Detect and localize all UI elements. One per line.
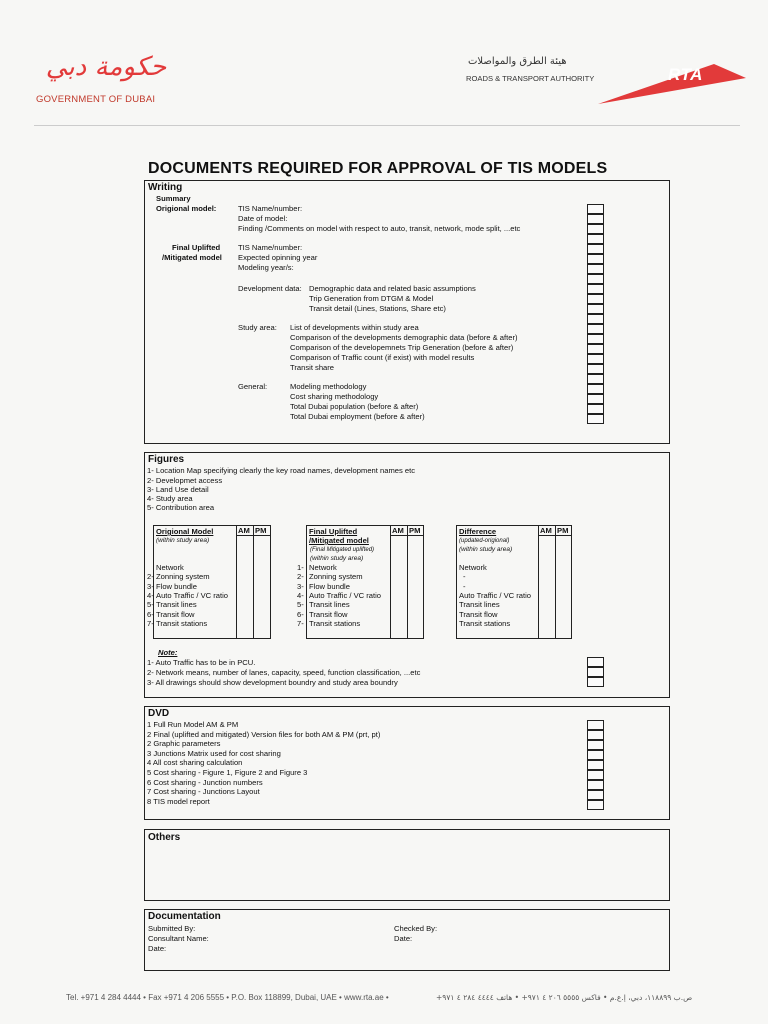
study-item: Comparison of Traffic count (if exist) with model results	[290, 353, 475, 362]
table1-row: Transit stations	[156, 618, 208, 628]
table1-row: Zonning system	[156, 572, 210, 582]
table2-title: /Mitigated model	[309, 536, 369, 545]
dvd-heading: DVD	[148, 708, 170, 719]
writing-checkbox[interactable]	[587, 384, 604, 394]
others-heading: Others	[148, 832, 181, 843]
table3-sub: (updated-origional)	[459, 538, 510, 544]
table1-row-number: 5-	[147, 600, 154, 610]
table-divider	[538, 525, 539, 639]
dev-item: Demographic data and related basic assumptions	[309, 284, 476, 293]
table3-title: Difference	[459, 527, 497, 536]
dvd-checkbox[interactable]	[587, 720, 604, 730]
table2-am: AM	[392, 526, 404, 535]
dvd-checkbox[interactable]	[587, 730, 604, 740]
table1-am: AM	[238, 526, 250, 535]
general-label: General:	[238, 382, 268, 391]
table2-row: Transit lines	[309, 600, 350, 610]
figures-checkbox[interactable]	[587, 657, 604, 667]
writing-checkbox[interactable]	[587, 324, 604, 334]
figure-item: 4- Study area	[147, 494, 193, 503]
note-item: 3- All drawings should show development boundry and study area boundry	[147, 678, 398, 687]
table2-row: Transit flow	[309, 609, 348, 619]
writing-checkbox[interactable]	[587, 214, 604, 224]
writing-checkbox[interactable]	[587, 224, 604, 234]
general-item: Cost sharing methodology	[290, 392, 379, 401]
documentation-heading: Documentation	[148, 911, 221, 922]
table1-row-number: 6-	[147, 609, 154, 619]
table3-row: -	[463, 581, 466, 591]
table-divider	[253, 525, 254, 639]
table1-title: Origional Model	[156, 527, 214, 536]
table3-am: AM	[540, 526, 552, 535]
figure-item: 3- Land Use detail	[147, 485, 209, 494]
table3-sub: (within study area)	[459, 546, 513, 553]
table2-row: Network	[309, 563, 337, 572]
general-item: Modeling methodology	[290, 382, 367, 391]
table1-row-number: 2-	[147, 572, 154, 582]
writing-checkbox[interactable]	[587, 254, 604, 264]
table1-row: Flow bundle	[156, 581, 197, 591]
table1-pm: PM	[255, 526, 267, 535]
dubai-logo-arabic: حكومة دبي	[45, 52, 167, 82]
writing-summary: Summary	[156, 194, 191, 203]
consultant-name-label: Consultant Name:	[148, 934, 209, 943]
writing-checkbox[interactable]	[587, 244, 604, 254]
footer-contact: Tel. +971 4 284 4444 • Fax +971 4 206 5555 • P.O. Box 118899, Dubai, UAE • www.rta.ae •	[66, 993, 389, 1002]
study-area-label: Study area:	[238, 323, 277, 332]
dvd-checkbox[interactable]	[587, 750, 604, 760]
writing-checkbox[interactable]	[587, 364, 604, 374]
table3-row: Auto Traffic / VC ratio	[459, 590, 532, 600]
note-item: 2- Network means, number of lanes, capacity, speed, function classification, ...etc	[147, 668, 421, 677]
dvd-checkbox[interactable]	[587, 770, 604, 780]
final-item: Expected opinning year	[238, 253, 318, 262]
table-divider	[390, 525, 391, 639]
date-label: Date:	[148, 944, 167, 953]
final-model-label: Final Uplifted	[172, 243, 221, 252]
table1-sub: (within study area)	[156, 537, 210, 544]
writing-checkbox[interactable]	[587, 294, 604, 304]
study-item: Comparison of the developemnets Trip Generation (before & after)	[290, 343, 514, 352]
writing-checkbox[interactable]	[587, 394, 604, 404]
rta-logo-text: RTA	[668, 65, 703, 84]
writing-checkbox[interactable]	[587, 374, 604, 384]
table2-row-number: 2-	[297, 572, 304, 582]
table-divider	[407, 525, 408, 639]
writing-checkbox[interactable]	[587, 334, 604, 344]
table2-pm: PM	[409, 526, 421, 535]
table2-title: Final Uplifted	[309, 527, 358, 536]
rta-name: ROADS & TRANSPORT AUTHORITY	[466, 74, 595, 83]
writing-checkbox[interactable]	[587, 344, 604, 354]
table2-row: Transit stations	[309, 618, 361, 628]
study-item: List of developments within study area	[290, 323, 419, 332]
final-item: TIS Name/number:	[238, 243, 303, 252]
original-item: Finding /Comments on model with respect to auto, transit, network, mode split, ...etc	[238, 224, 521, 233]
table2-row-number: 5-	[297, 600, 304, 610]
dvd-item: 4 All cost sharing calculation	[147, 758, 243, 768]
table1-row: Network	[156, 563, 184, 572]
table3-row: Transit flow	[459, 609, 498, 619]
dev-item: Trip Generation from DTGM & Model	[309, 294, 434, 303]
note-item: 1- Auto Traffic has to be in PCU.	[147, 658, 256, 667]
original-item: TIS Name/number:	[238, 204, 303, 213]
table2-row: Zonning system	[309, 572, 363, 582]
original-item: Date of model:	[238, 214, 288, 223]
page-title: DOCUMENTS REQUIRED FOR APPROVAL OF TIS MODELS	[148, 160, 608, 177]
figures-heading: Figures	[148, 454, 185, 465]
dvd-checkbox[interactable]	[587, 780, 604, 790]
figure-item: 5- Contribution area	[147, 503, 215, 512]
table3-row: -	[463, 572, 466, 582]
table3-row: Transit stations	[459, 618, 511, 628]
checked-date-label: Date:	[394, 934, 413, 943]
submitted-by-label: Submitted By:	[148, 924, 196, 933]
table2-row-number: 3-	[297, 581, 304, 591]
table-divider	[236, 525, 237, 639]
writing-checkbox[interactable]	[587, 354, 604, 364]
study-item: Comparison of the developments demographic data (before & after)	[290, 333, 518, 342]
dvd-item: 2 Graphic parameters	[147, 739, 221, 749]
table2-row: Auto Traffic / VC ratio	[309, 590, 382, 600]
dvd-item: 5 Cost sharing - Figure 1, Figure 2 and Figure 3	[147, 768, 308, 777]
writing-checkbox[interactable]	[587, 264, 604, 274]
table2-row-number: 1-	[297, 563, 304, 572]
general-item: Total Dubai employment (before & after)	[290, 412, 425, 421]
table1-row: Transit lines	[156, 600, 197, 610]
others-section	[144, 829, 670, 901]
dev-item: Transit detail (Lines, Stations, Share etc)	[309, 304, 446, 313]
table3-pm: PM	[557, 526, 569, 535]
original-model-label: Origional model:	[156, 204, 217, 213]
dvd-checkbox[interactable]	[587, 740, 604, 750]
table1-row-number: 7-	[147, 618, 154, 628]
table1-row-number: 3-	[147, 581, 154, 591]
footer-contact-arabic: ص.ب ١١٨٨٩٩، دبي، إ.ع.م • فاكس ٥٥٥٥ ٢٠٦ ٤ ٩٧١+ • هاتف ٤٤٤٤ ٢٨٤ ٤ ٩٧١+	[436, 993, 693, 1002]
writing-heading: Writing	[148, 182, 183, 193]
writing-checkbox[interactable]	[587, 304, 604, 314]
dvd-checkbox[interactable]	[587, 790, 604, 800]
writing-checkbox[interactable]	[587, 314, 604, 324]
writing-checkbox[interactable]	[587, 274, 604, 284]
note-label: Note:	[158, 648, 178, 657]
table3-row: Network	[459, 563, 487, 572]
dubai-logo	[36, 50, 176, 110]
dvd-item: 2 Final (uplifted and mitigated) Version files for both AM & PM (prt, pt)	[147, 729, 381, 739]
figures-checkbox[interactable]	[587, 667, 604, 677]
writing-checkbox[interactable]	[587, 204, 604, 214]
final-item: Modeling year/s:	[238, 263, 294, 272]
header-divider	[34, 125, 740, 126]
figures-checkbox[interactable]	[587, 677, 604, 687]
study-item: Transit share	[290, 363, 335, 372]
table2-sub: (within study area)	[310, 555, 364, 562]
final-model-label: /Mitigated model	[162, 253, 222, 262]
dev-data-label: Development data:	[238, 284, 302, 293]
figure-item: 1- Location Map specifying clearly the key road names, development names etc	[147, 466, 416, 475]
rta-arabic-name: هيئة الطرق والمواصلات	[468, 56, 567, 67]
writing-checkbox[interactable]	[587, 414, 604, 424]
table2-row-number: 6-	[297, 609, 304, 619]
dubai-logo-text: GOVERNMENT OF DUBAI	[36, 94, 156, 105]
dvd-item: 7 Cost sharing - Junctions Layout	[147, 787, 260, 797]
dvd-item: 6 Cost sharing - Junction numbers	[147, 777, 263, 787]
table-divider	[555, 525, 556, 639]
dvd-item: 8 TIS model report	[147, 796, 210, 806]
dvd-checkbox[interactable]	[587, 760, 604, 770]
table1-row-number: 4-	[147, 590, 154, 600]
table1-row: Transit flow	[156, 609, 195, 619]
table3-row: Transit lines	[459, 600, 500, 610]
writing-checkbox[interactable]	[587, 234, 604, 244]
general-item: Total Dubai population (before & after)	[290, 402, 419, 411]
dvd-item: 1 Full Run Model AM & PM	[147, 720, 239, 729]
table2-sub: (Final Mitigated uplifted)	[310, 547, 375, 553]
writing-checkbox[interactable]	[587, 284, 604, 294]
dvd-checkbox[interactable]	[587, 800, 604, 810]
table1-row: Auto Traffic / VC ratio	[156, 590, 229, 600]
table2-row-number: 4-	[297, 590, 304, 600]
dvd-item: 3 Junctions Matrix used for cost sharing	[147, 748, 281, 758]
figure-item: 2- Developmet access	[147, 476, 223, 485]
table2-row: Flow bundle	[309, 581, 350, 591]
table2-row-number: 7-	[297, 618, 304, 628]
writing-checkbox[interactable]	[587, 404, 604, 414]
checked-by-label: Checked By:	[394, 924, 438, 933]
